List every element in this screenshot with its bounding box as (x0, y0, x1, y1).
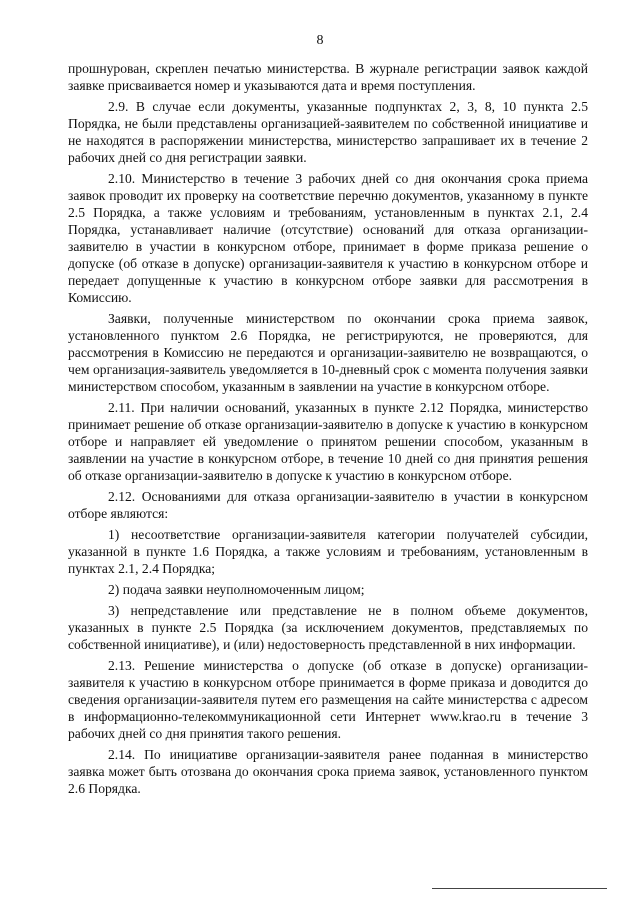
paragraph-continuation: прошнурован, скреплен печатью министерства. В журнале регистрации заявок каждой заявке присваивается номер и указываются дата и время поступления. (68, 61, 588, 93)
paragraph-2-12-3: 3) непредставление или представление не в полном объеме документов, указанных в пункте 2.5 Порядка (за исключением документов, представляемых по собственной инициативе), и (или) недостоверность представленной в них информации. (68, 603, 588, 652)
paragraph-2-11: 2.11. При наличии оснований, указанных в пункте 2.12 Порядка, министерство принимает решение об отказе организации-заявителю в допуске к участию в конкурсном отборе и направляет ей уведомление о принятом решении способом, указанным в заявлении на участие в конкурсном отборе, в течение 10 дней со дня принятия решения об отказе организации-заявителю в допуске к участию в конкурсном отборе. (68, 400, 588, 483)
paragraph-late-applications: Заявки, полученные министерством по окончании срока приема заявок, установленного пунктом 2.6 Порядка, не регистрируются, не проверяются, для рассмотрения в Комиссию не передаются и организации-заявителю не возвращаются, о чем организация-заявитель уведомляется в 10-дневный срок с момента получения заявки министерством способом, указанным в заявлении на участие в конкурсном отборе. (68, 311, 588, 394)
paragraph-2-12-1: 1) несоответствие организации-заявителя категории получателей субсидии, указанной в пункте 1.6 Порядка, а также условиям и требованиям, установленным в пунктах 2.1, 2.4 Порядка; (68, 527, 588, 576)
document-body (68, 60, 588, 797)
paragraph-2-13: 2.13. Решение министерства о допуске (об отказе в допуске) организации-заявителя к участию в конкурсном отборе принимается в форме приказа и доводится до сведения организации-заявителя путем его размещения на сайте министерства с адресом в информационно-телекоммуникационной сети Интернет www.krao.ru в течение 3 рабочих дней со дня принятия такого решения. (68, 658, 588, 741)
paragraph-2-10: 2.10. Министерство в течение 3 рабочих дней со дня окончания срока приема заявок проводит их проверку на соответствие перечню документов, указанному в пункте 2.5 Порядка, а также условиям и требованиям, установленным в пунктах 2.1, 2.4 Порядка, устанавливает наличие (отсутствие) оснований для отказа организации-заявителю в участии в конкурсном отборе, принимает в форме приказа решение о допуске (об отказе в допуске) организации-заявителя к участию в конкурсном отборе и передает допущенные к участию в конкурсном отборе заявки для рассмотрения в Комиссию. (68, 171, 588, 305)
page-number: 8 (316, 33, 324, 48)
paragraph-2-12: 2.12. Основаниями для отказа организации-заявителю в участии в конкурсном отборе являются: (68, 489, 588, 521)
paragraph-2-12-2: 2) подача заявки неуполномоченным лицом; (108, 582, 365, 597)
paragraph-2-9: 2.9. В случае если документы, указанные подпунктах 2, 3, 8, 10 пункта 2.5 Порядка, не были представлены организацией-заявителем по собственной инициативе и не находятся в распоряжении министерства, министерство запрашивает их в течение 2 рабочих дней со дня регистрации заявки. (68, 99, 588, 165)
footer-rule (432, 888, 607, 889)
paragraph-2-14: 2.14. По инициативе организации-заявителя ранее поданная в министерство заявка может быть отозвана до окончания срока приема заявок, установленного пунктом 2.6 Порядка. (68, 747, 588, 796)
